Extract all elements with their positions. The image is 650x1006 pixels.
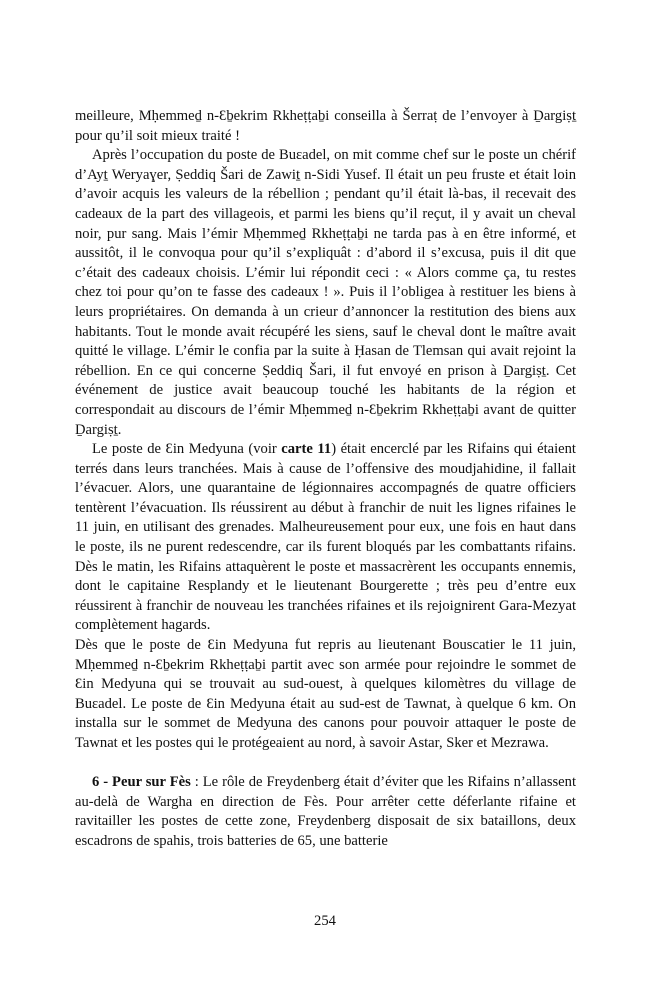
paragraph-1: meilleure, Mḥemmeḏ n-Ɛḇekrim Rkheṭṭaḇi conseilla à Šerraṭ de l’envoyer à Ḏargiṣṯ pour qu’il soit mieux traité !	[75, 108, 576, 144]
map-reference: carte 11	[281, 441, 332, 458]
paragraph-3-end: ) était encerclé par les Rifains qui étaient terrés dans leurs tranchées. Mais à cause de l’offensive des moudjahidine, il fallait l’évacuer. Alors, une quarantaine de légionnaires accompagnés de quatre officiers tentèrent l’évacuation. Ils réussirent au début à franchir de nuit les lignes rifaines le 11 juin, en utilisant des grenades. Malheureusement pour eux, une fois en haut dans le poste, ils ne purent redescendre, car ils furent bloqués par les combattants rifains. Dès le matin, les Rifains attaquèrent le poste et massacrèrent les occupants ennemis, dont le capitaine Resplandy et le lieutenant Bourgerette ; très peu d’entre eux réussirent à franchir de nouveau les tranchées rifaines et ils rejoignirent Gara-Mezyat complètement hagards.	[75, 441, 576, 634]
section-6-text: : Le rôle de Freydenberg était d’éviter que les Rifains n’allassent au-delà de Wargha en direction de Fès. Pour arrêter cette déferlante rifaine et ravitailler les postes de cette zone, Freydenberg disposait de six bataillons, deux escadrons de spahis, trois batteries de 65, une batterie	[75, 774, 577, 849]
paragraph-3	[75, 440, 576, 636]
section-6-paragraph	[75, 773, 576, 851]
paragraph-3-start: Le poste de Ɛin Medyuna (voir	[92, 441, 282, 458]
paragraph-4: Dès que le poste de Ɛin Medyuna fut repris au lieutenant Bouscatier le 11 juin, Mḥemmeḏ n-Ɛḇekrim Rkheṭṭaḇi partit avec son armée pour rejoindre le sommet de Ɛin Medyuna qui se trouvait au sud-ouest, à quelques kilomètres du village de Buɛadel. Le poste de Ɛin Medyuna était au sud-est de Tawnat, à quelque 6 km. On installa sur le sommet de Medyuna des canons pour pouvoir attaquer le poste de Tawnat et les postes qui le protégeaient au nord, à savoir Astar, Sker et Mezrawa.	[75, 637, 576, 751]
page-body	[75, 107, 576, 852]
page-number: 254	[314, 913, 336, 929]
paragraph-2: Après l’occupation du poste de Buɛadel, on mit comme chef sur le poste un chérif d’Ayṯ Weryaɣer, Ṣeddiq Šari de Zawiṯ n-Sidi Yusef. Il était un peu fruste et était loin d’avoir acquis les valeurs de la rébellion ; pendant qu’il était là-bas, il recevait des cadeaux de la part des villageois, et parmi les biens qu’il reçut, il y avait un cheval noir, pur sang. Mais l’émir Mḥemmeḏ Rkheṭṭaḇi ne tarda pas à en être informé, et aussitôt, il le convoqua pour qu’il s’expliquât : d’abord il s’excusa, puis il dit que c’était des cadeaux choisis. L’émir lui répondit ceci : « Alors comme ça, tu restes chez toi pour qu’on te fasse des cadeaux ! ». Puis il l’obligea à restituer les biens à leurs propriétaires. On demanda à un crieur d’annoncer la restitution des biens aux habitants. Tout le monde avait récupéré les siens, sauf le cheval dont le maître avait quitté le village. L’émir le confia par la suite à Ḥasan de Tlemsan qui avait rejoint la rébellion. En ce qui concerne Ṣeddiq Šari, il fut envoyé en prison à Ḏargiṣṯ. Cet événement de justice avait beaucoup touché les habitants de la région et correspondait au discours de l’émir Mḥemmeḏ n-Ɛḇekrim Rkheṭṭaḇi avant de quitter Ḏargiṣṯ.	[75, 147, 576, 438]
section-6-heading: 6 - Peur sur Fès	[92, 774, 191, 791]
